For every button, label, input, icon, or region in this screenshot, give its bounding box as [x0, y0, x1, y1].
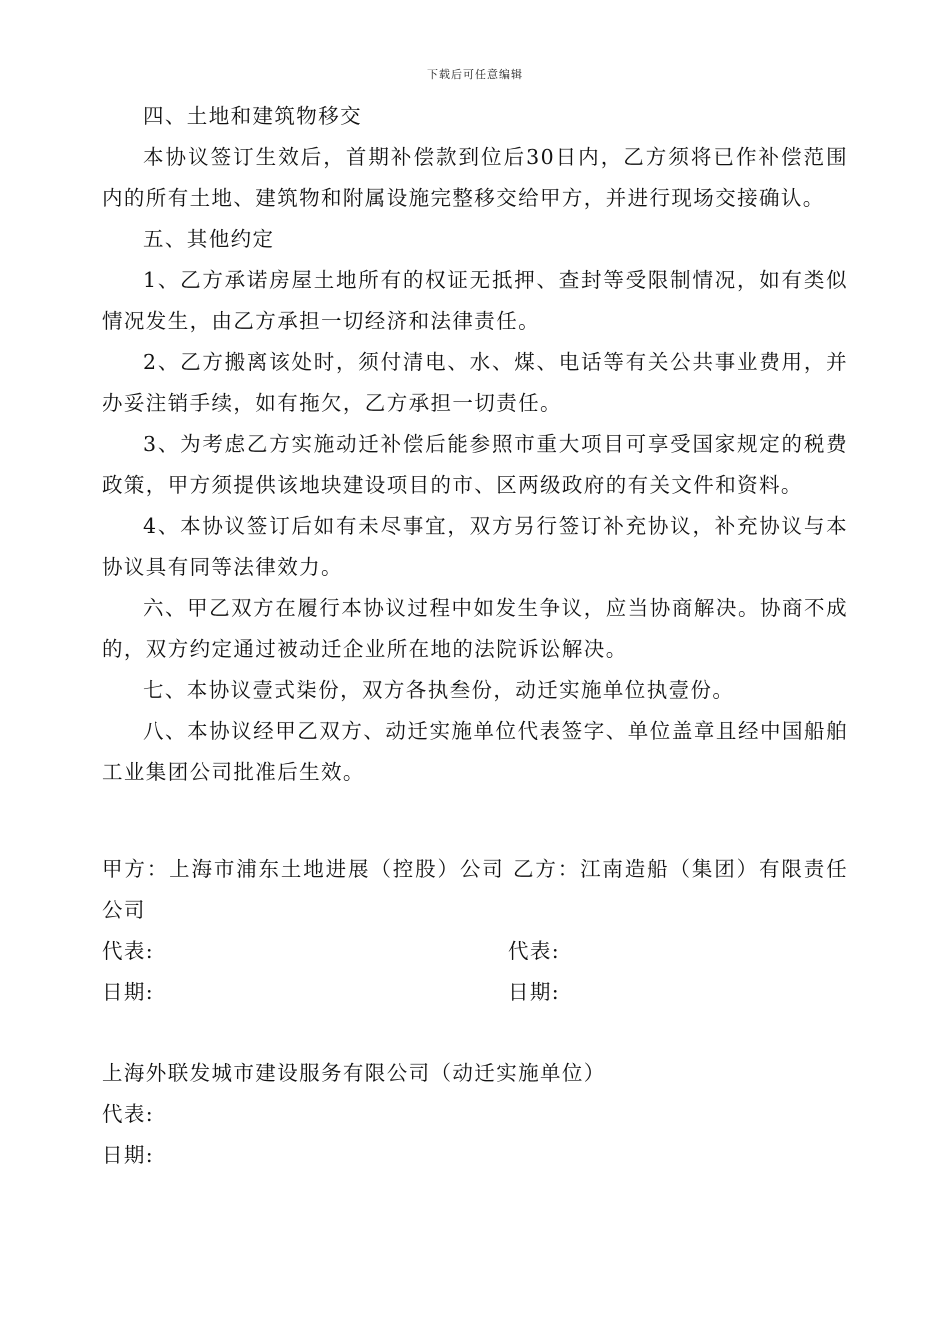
party-a-representative: 代表: [102, 939, 155, 963]
spacer [102, 793, 848, 849]
implementer-rep-row [102, 1094, 848, 1135]
implementer-representative: 代表: [102, 1102, 155, 1126]
implementer-date-row [102, 1135, 848, 1176]
party-b-date: 日期: [508, 980, 561, 1004]
page-header-note: 下载后可任意编辑 [427, 68, 523, 81]
section-5-item-2: 2、乙方搬离该处时，须付清电、水、煤、电话等有关公共事业费用，并办妥注销手续，如有拖欠，乙方承担一切责任。 [102, 350, 848, 415]
implementer-line: 上海外联发城市建设服务有限公司（动迁实施单位） [102, 1061, 606, 1085]
section-5-item-1: 1、乙方承诺房屋土地所有的权证无抵押、查封等受限制情况，如有类似情况发生，由乙方承担一切经济和法律责任。 [102, 268, 848, 333]
implementer-date: 日期: [102, 1143, 155, 1167]
party-b-representative: 代表: [508, 939, 561, 963]
section-5-heading: 五、其他约定 [143, 227, 275, 251]
document-body [102, 96, 848, 1176]
section-6: 六、甲乙双方在履行本协议过程中如发生争议，应当协商解决。协商不成的，双方约定通过被动迁企业所在地的法院诉讼解决。 [102, 596, 848, 661]
section-8: 八、本协议经甲乙双方、动迁实施单位代表签字、单位盖章且经中国船舶工业集团公司批准后生效。 [102, 719, 848, 784]
section-7: 七、本协议壹式柒份，双方各执叁份，动迁实施单位执壹份。 [143, 678, 735, 702]
section-5-item-4: 4、本协议签订后如有未尽事宜，双方另行签订补充协议，补充协议与本协议具有同等法律效力。 [102, 514, 848, 579]
party-a-date: 日期: [102, 980, 155, 1004]
spacer [102, 1013, 848, 1053]
section-5-item-3: 3、为考虑乙方实施动迁补偿后能参照市重大项目可享受国家规定的税费政策，甲方须提供该地块建设项目的市、区两级政府的有关文件和资料。 [102, 432, 848, 497]
section-4-body: 本协议签订生效后，首期补偿款到位后30日内，乙方须将已作补偿范围内的所有土地、建筑物和附属设施完整移交给甲方，并进行现场交接确认。 [102, 145, 848, 210]
section-4-heading: 四、土地和建筑物移交 [143, 104, 362, 128]
representative-row [102, 931, 848, 972]
date-row [102, 972, 848, 1013]
parties-line: 甲方：上海市浦东土地进展（控股）公司 乙方：江南造船（集团）有限责任公司 [102, 857, 848, 922]
